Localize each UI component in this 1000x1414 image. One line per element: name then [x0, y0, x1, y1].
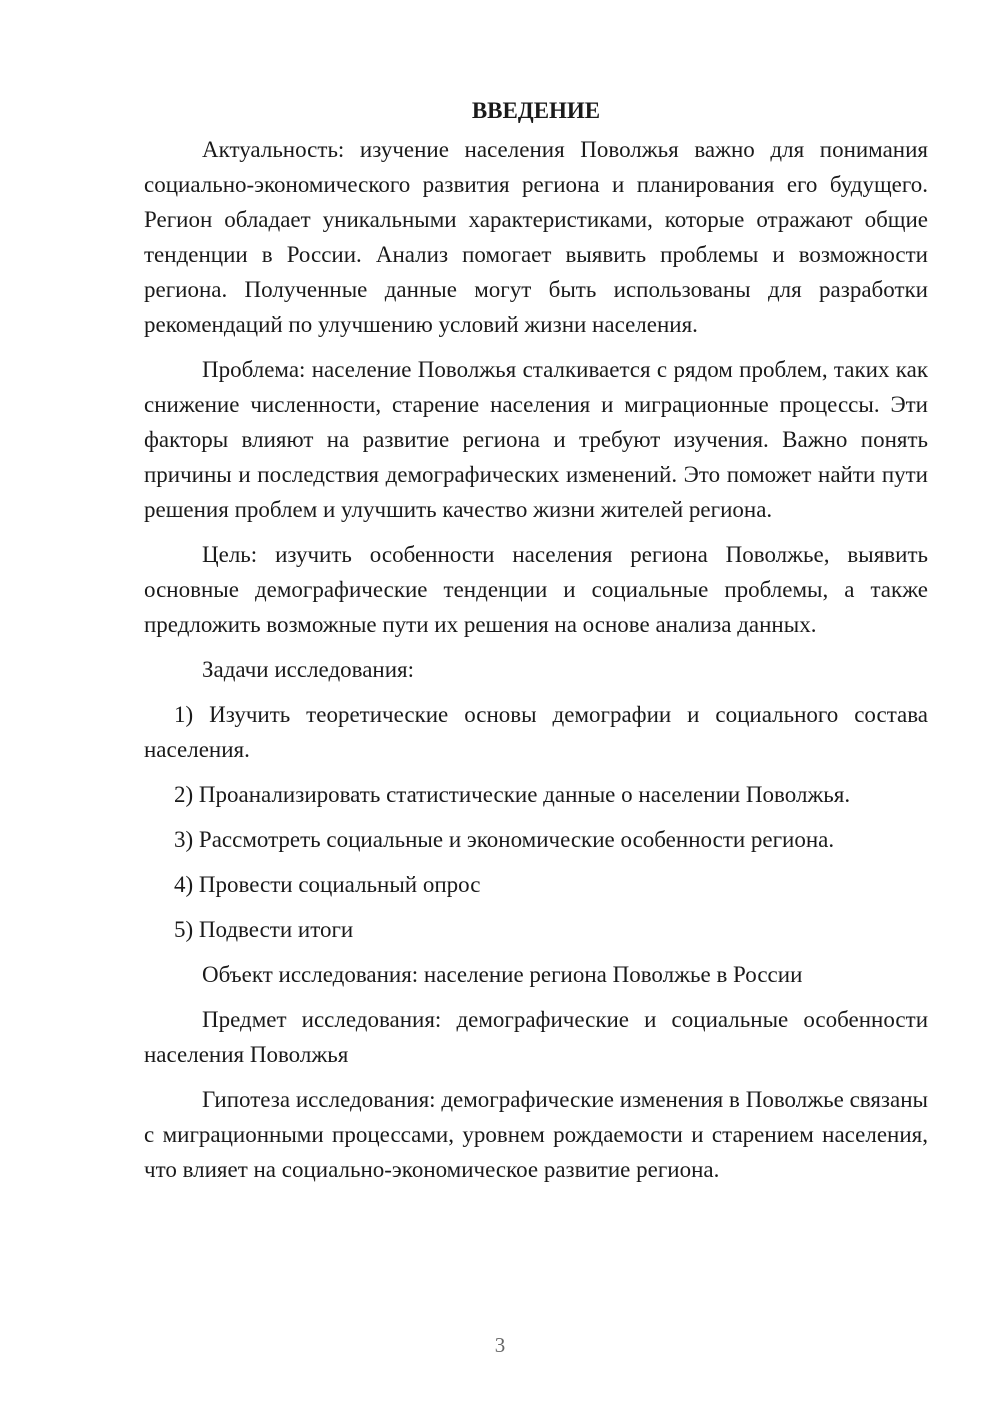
page-content	[144, 96, 928, 1197]
page-title: ВВЕДЕНИЕ	[471, 98, 601, 123]
task-item: 5) Подвести итоги	[174, 917, 354, 942]
tasks-heading: Задачи исследования:	[202, 657, 415, 682]
task-item: 1) Изучить теоретические основы демографии и социального состава населения.	[144, 702, 928, 762]
subject-paragraph: Предмет исследования: демографические и социальные особенности населения Поволжья	[144, 1007, 928, 1067]
task-item: 4) Провести социальный опрос	[174, 872, 481, 897]
problem-paragraph: Проблема: население Поволжья сталкивается с рядом проблем, таких как снижение численности, старение населения и миграционные процессы. Эти факторы влияют на развитие региона и требуют изучения. Важно понять причины и последствия демографических изменений. Это поможет найти пути решения проблем и улучшить качество жизни жителей региона.	[144, 357, 928, 522]
hypothesis-paragraph: Гипотеза исследования: демографические изменения в Поволжье связаны с миграционными процессами, уровнем рождаемости и старением населения, что влияет на социально-экономическое развитие региона.	[144, 1087, 928, 1182]
object-paragraph: Объект исследования: население региона Поволжье в России	[202, 962, 803, 987]
task-item: 2) Проанализировать статистические данные о населении Поволжья.	[174, 782, 851, 807]
task-item: 3) Рассмотреть социальные и экономические особенности региона.	[174, 827, 835, 852]
goal-paragraph: Цель: изучить особенности населения региона Поволжье, выявить основные демографические тенденции и социальные проблемы, а также предложить возможные пути их решения на основе анализа данных.	[144, 542, 928, 637]
relevance-paragraph: Актуальность: изучение населения Поволжья важно для понимания социально-экономического развития региона и планирования его будущего. Регион обладает уникальными характеристиками, которые отражают общие тенденции в России. Анализ помогает выявить проблемы и возможности региона. Полученные данные могут быть использованы для разработки рекомендаций по улучшению условий жизни населения.	[144, 137, 928, 337]
page-number: 3	[494, 1333, 506, 1357]
